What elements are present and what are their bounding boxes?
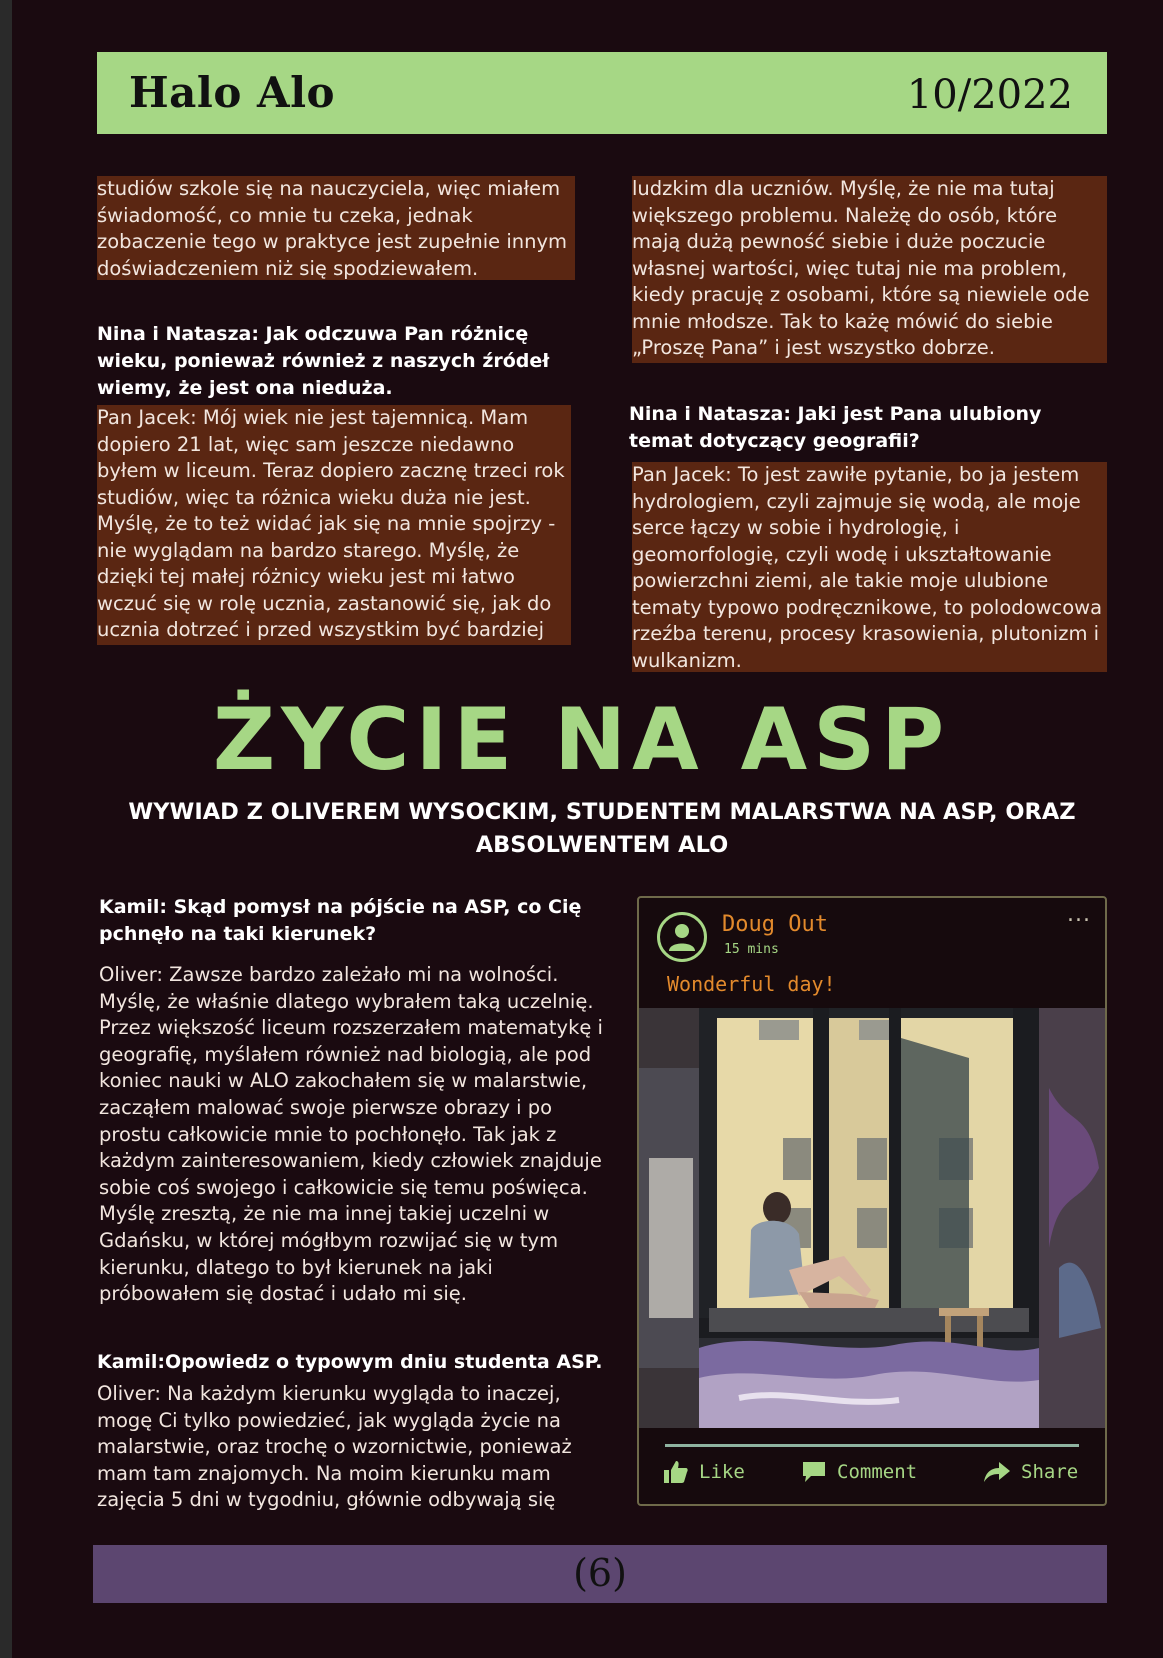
post-status: Wonderful day!: [667, 972, 836, 996]
answer-age-difference: Pan Jacek: Mój wiek nie jest tajemnicą. Mam dopiero 21 lat, więc sam jeszcze niedawno byłem w liceum. Teraz dopiero zacznę trzeci rok studiów, więc ta różnica wieku duża nie jest. Myślę, że to też widać jak się na mnie spojrzy - nie wyglądam na bardzo starego. Myślę, że dzięki tej małej różnicy wieku jest mi łatwo wczuć się w rolę ucznia, zastanowić się, jak do ucznia dotrzeć i przed wszystkim być bardziej: [97, 405, 571, 645]
post-time: 15 mins: [724, 942, 779, 957]
magazine-title: Halo Alo: [129, 68, 336, 117]
comment-label: Comment: [837, 1461, 918, 1483]
header-bar: [97, 52, 1107, 134]
user-icon: [668, 922, 696, 952]
page-edge: [0, 0, 12, 1658]
comment-button[interactable]: [801, 1460, 917, 1484]
like-button[interactable]: [663, 1460, 745, 1484]
question-typical-day: Kamil:Opowiedz o typowym dniu studenta ASP.: [97, 1351, 603, 1373]
answer-why-asp: Oliver: Zawsze bardzo zależało mi na wolności. Myślę, że właśnie dlatego wybrałem taką uczelnię. Przez większość liceum rozszerzałem matematykę i geografię, myślałem również nad biologią, ale pod koniec nauki w ALO zakochałem się w malarstwie, zacząłem malować swoje pierwsze obrazy i po prostu całkowicie mnie to pochłonęło. Tak jak z każdym zainteresowaniem, kiedy człowiek znajduje sobie coś swojego i całkowicie się temu poświęca. Myślę zresztą, że nie ma innej takiej uczelni w Gdańsku, w której mógłbym rozwijać się w tym kierunku, dlatego to był kierunek na jaki próbowałem się dostać i udało mi się.: [99, 963, 603, 1306]
question-age-difference: Nina i Natasza: Jak odczuwa Pan różnicę wieku, ponieważ również z naszych źródeł wiemy, że jest ona nieduża.: [97, 323, 550, 399]
thumbs-up-icon: [663, 1460, 689, 1484]
page-number: (6): [573, 1551, 627, 1595]
post-author[interactable]: Doug Out: [722, 912, 828, 937]
like-label: Like: [699, 1461, 745, 1483]
section-title: ŻYCIE NA ASP: [212, 690, 951, 790]
answer-continued-left: studiów szkole się na nauczyciela, więc miałem świadomość, co mnie tu czeka, jednak zobaczenie tego w praktyce jest zupełnie innym doświadczeniem niż się spodziewałem.: [97, 176, 575, 280]
question-favourite-topic: Nina i Natasza: Jaki jest Pana ulubiony temat dotyczący geografii?: [629, 403, 1042, 452]
section-subtitle: WYWIAD Z OLIVEREM WYSOCKIM, STUDENTEM MALARSTWA NA ASP, ORAZ ABSOLWENTEM ALO: [128, 799, 1076, 858]
question-why-asp: Kamil: Skąd pomysł na pójście na ASP, co Cię pchnęło na taki kierunek?: [99, 896, 582, 945]
more-icon[interactable]: ...: [1067, 902, 1091, 927]
avatar[interactable]: [657, 912, 707, 962]
social-post-card: [637, 896, 1107, 1506]
comment-icon: [801, 1460, 827, 1484]
post-photo[interactable]: [639, 1008, 1105, 1428]
share-label: Share: [1021, 1461, 1079, 1483]
answer-continued-right: ludzkim dla uczniów. Myślę, że nie ma tutaj większego problemu. Należę do osób, które mają dużą pewność siebie i duże poczucie własnej wartości, więc tutaj nie ma problem, kiedy pracuję z osobami, które są niewiele ode mnie młodsze. Tak to każę mówić do siebie „Proszę Pana” i jest wszystko dobrze.: [632, 176, 1107, 363]
issue-date: 10/2022: [906, 72, 1073, 118]
answer-favourite-topic: Pan Jacek: To jest zawiłe pytanie, bo ja jestem hydrologiem, czyli zajmuje się wodą, ale moje serce łączy w sobie i hydrologię, i geomorfologię, czyli wodę i ukształtowanie powierzchni ziemi, ale takie moje ulubione tematy typowo podręcznikowe, to polodowcowa rzeźba terenu, procesy krasowienia, plutonizm i wulkanizm.: [632, 462, 1107, 672]
footer-bar: [93, 1545, 1107, 1603]
post-divider: [665, 1444, 1079, 1447]
share-button[interactable]: [983, 1460, 1078, 1484]
answer-typical-day: Oliver: Na każdym kierunku wygląda to inaczej, mogę Ci tylko powiedzieć, jak wygląda życie na malarstwie, oraz trochę o wzornictwie, ponieważ mam tam znajomych. Na moim kierunku mam zajęcia 5 dni w tygodniu, głównie odbywają się: [97, 1382, 572, 1512]
share-icon: [983, 1460, 1011, 1484]
